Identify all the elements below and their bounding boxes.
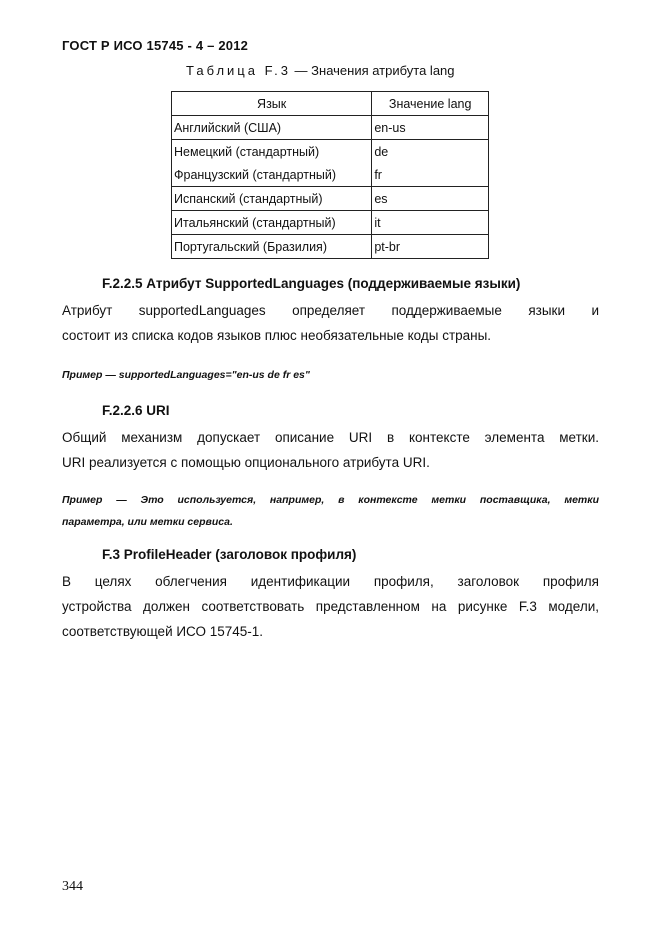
table-row (172, 235, 489, 259)
table-row (172, 116, 489, 140)
example-note-f225 (62, 364, 599, 386)
standard-header: ГОСТ Р ИСО 15745 - 4 – 2012 (62, 38, 249, 53)
table-cell-lang-value: es (372, 187, 489, 211)
section-heading-f226: F.2.2.6 URI (102, 403, 170, 418)
example-line: Пример — Это используется, например, в контексте метки поставщика, метки (62, 494, 599, 506)
section-paragraph-f3 (62, 569, 599, 644)
table-cell-language: Французский (стандартный) (172, 163, 372, 187)
table-row (172, 163, 489, 187)
table-cell-language: Английский (США) (172, 116, 372, 140)
table-row (172, 140, 489, 164)
table-cell-language: Испанский (стандартный) (172, 187, 372, 211)
table-cell-language: Итальянский (стандартный) (172, 211, 372, 235)
table-row (172, 211, 489, 235)
table-row (172, 187, 489, 211)
table-cell-language: Немецкий (стандартный) (172, 140, 372, 164)
paragraph-line: устройства должен соответствовать представленном на рисунке F.3 модели, (62, 599, 599, 614)
example-note-f226 (62, 489, 599, 533)
paragraph-line: Атрибут supportedLanguages определяет поддерживаемые языки и (62, 303, 599, 318)
table-caption-label: Таблица F.3 (186, 63, 291, 78)
table-cell-lang-value: pt-br (372, 235, 489, 259)
table-caption-text: — Значения атрибута lang (290, 63, 455, 78)
paragraph-line: соответствующей ИСО 15745-1. (62, 624, 264, 639)
table-cell-language: Португальский (Бразилия) (172, 235, 372, 259)
example-line: Пример — supportedLanguages="en-us de fr es" (62, 369, 310, 381)
example-line: параметра, или метки сервиса. (62, 516, 233, 528)
section-paragraph-f225 (62, 298, 599, 348)
paragraph-line: состоит из списка кодов языков плюс необязательные коды страны. (62, 328, 492, 343)
section-heading-f225: F.2.2.5 Атрибут SupportedLanguages (поддерживаемые языки) (102, 276, 521, 291)
lang-values-table (171, 91, 489, 259)
table-cell-lang-value: it (372, 211, 489, 235)
section-paragraph-f226 (62, 425, 599, 475)
paragraph-line: URI реализуется с помощью опционального атрибута URI. (62, 455, 430, 470)
table-caption (186, 63, 455, 78)
table-header-row (172, 92, 489, 116)
paragraph-line: Общий механизм допускает описание URI в контексте элемента метки. (62, 430, 599, 445)
page-number: 344 (62, 879, 83, 894)
table-cell-lang-value: en-us (372, 116, 489, 140)
column-header-language: Язык (172, 92, 372, 116)
paragraph-line: В целях облегчения идентификации профиля, заголовок профиля (62, 574, 599, 589)
table-cell-lang-value: de (372, 140, 489, 164)
column-header-lang-value: Значение lang (372, 92, 489, 116)
table-cell-lang-value: fr (372, 163, 489, 187)
section-heading-f3: F.3 ProfileHeader (заголовок профиля) (102, 547, 357, 562)
